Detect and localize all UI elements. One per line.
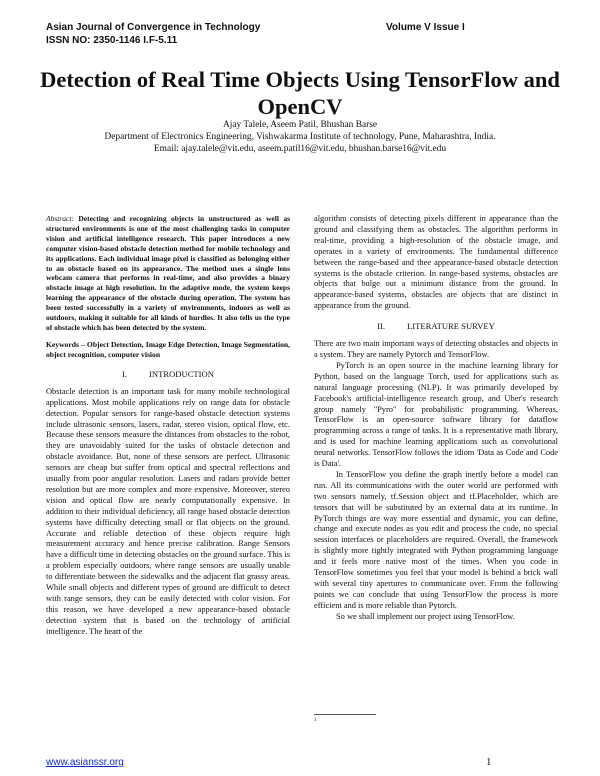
literature-paragraph-1: There are two main important ways of detecting obstacles and objects in a system. They are namely Pytorch and TensorFlow. xyxy=(314,339,558,359)
abstract-label: Abstract: xyxy=(46,214,74,223)
section-heading-introduction xyxy=(46,369,290,380)
left-column xyxy=(46,214,290,638)
keywords: Keywords – Object Detection, Image Edge Detection, Image Segmentation, object recognition, computer vision xyxy=(46,339,290,359)
section-title: LITERATURE SURVEY xyxy=(407,321,495,332)
email-line: Email: ajay.talele@vit.edu, aseem.patil16@vit.edu, bhushan.barse16@vit.edu xyxy=(153,144,447,154)
intro-paragraph: Obstacle detection is an important task for many mobile technological applications. Most mobile applications rely on range data for obstacle detection. Popular sensors for range-based obstacle detection systems include ultrasonic sensors, lasers, radar, stereo vision, optical flow, etc. Because these sensors measure the distances from obstacles to the robot, they are unavoidably suited for the tasks of obstacle detection and obstacle avoidance. But, none of these sensors are perfect. Ultrasonic sensors are cheap but suffer from optical and spectral reflections and usually from poor angular resolution. Lasers and radars provide better resolution but are more complex and more expensive. Moreover, stereo vision and optical flow are nearly computationally expensive. In addition to their individual deficiency, all range based obstacle detection systems have difficulty detecting small or flat objects on the ground. Accurate and reliable detection of these objects require high measurement accuracy and hence precise calibration. Range Sensors have a difficult time in detecting obstacles on the ground surface. This is a problem especially outdoors, where range sensors are usually unable to differentiate between the sidewalks and the adjacent flat grassy areas. While small objects and different types of ground are difficult to detect with range sensors, they can be easily detected with color vision. For this reason, we have developed a new appearance-based obstacle detection system that is based on the technology of artificial intelligence. The heart of the xyxy=(46,386,290,636)
footnote-rule xyxy=(314,714,376,715)
literature-paragraph-3: In TensorFlow you define the graph inertly before a model can run. All its communications with the outer world are performed with two sensors namely, tf.Session object and tf.Placeholder, which are tensors that will be substituted by an external data at its runtime. In PyTorch things are way more essential and dynamic, you can define, change and execute nodes as you edit and process the code, no special session interfaces or placeholders are required. Overall, the framework is slightly more tightly integrated with Python programming language and it feels more native most of the times. When you code in TensorFlow sometimes you feel that your model is behind a brick wall with several tiny apertures to communicate over. From the following points we can conclude that using TensorFlow the process is more efficient and is more reliable than Pytorch. xyxy=(314,469,558,610)
authors: Ajay Talele, Aseem Patil, Bhushan Barse xyxy=(222,120,378,130)
section-title: INTRODUCTION xyxy=(149,368,214,379)
website-link[interactable]: www.asianssr.org xyxy=(46,757,124,768)
section-number: I. xyxy=(122,368,128,379)
abstract xyxy=(46,214,290,333)
issn: ISSN NO: 2350-1146 I.F-5.11 xyxy=(46,35,178,46)
volume-issue: Volume V Issue I xyxy=(386,22,465,33)
literature-paragraph-2: PyTorch is an open source in the machine learning library for Python, based on the language Torch, used for applications such as natural language processing (NLP). It was primarily developed by Facebook's artificial-intelligence research group, and Uber's research group namely "Pyro" for probabilistic programming. Whereas, TensorFlow is an open-source software library for dataflow programming across a range of tasks. It is a representative math library, and is used for machine learning applications such as convolutional neural networks. TensorFlow follows the idiom 'Data as Code and Code is Data'. xyxy=(314,360,558,469)
section-heading-literature-survey xyxy=(314,321,558,332)
literature-paragraph-4: So we shall implement our project using TensorFlow. xyxy=(336,611,515,621)
affiliation: Department of Electronics Engineering, Vishwakarma Institute of technology, Pune, Maharashtra, India. xyxy=(104,132,496,142)
right-column xyxy=(314,214,558,623)
abstract-text: Detecting and recognizing objects in unstructured as well as structured environments is one of the most challenging tasks in computer vision and artificial intelligence research. This paper introduces a new computer vision-based obstacle detection method for mobile technology and its applications. Each individual image pixel is classified as belonging either to an obstacle based on its appearance. The method uses a single lens webcam camera that performs in real-time, and also provides a binary obstacle image at high resolution. In the adaptive mode, the system keeps learning the appearance of the obstacle during operation. The system has been tested successfully in a variety of environments, indoors as well as outdoors, making it suitable for all kinds of hurdles. It also tells us the type of obstacle which has been detected by the system. xyxy=(46,214,291,332)
footnote-mark: 1 xyxy=(314,718,317,723)
section-number: II. xyxy=(377,321,385,332)
paper-title: Detection of Real Time Objects Using TensorFlow and OpenCV xyxy=(40,67,560,119)
journal-name: Asian Journal of Convergence in Technology xyxy=(46,22,261,33)
intro-continued-paragraph: algorithm consists of detecting pixels different in appearance than the ground and classifying them as obstacles. The algorithm performs in real-time, providing a high-resolution of the obstacle image, and operates in a variety of environments. The fundamental difference between the range-based and thee appearance-based obstacle detection systems is the obstacle criterion. In range-based systems, obstacles are objects that bulge out a minimum distance from the ground. In appearance-based systems, obstacles are objects that are distinct in appearance from the ground. xyxy=(314,214,558,311)
page-number: 1 xyxy=(486,756,492,768)
